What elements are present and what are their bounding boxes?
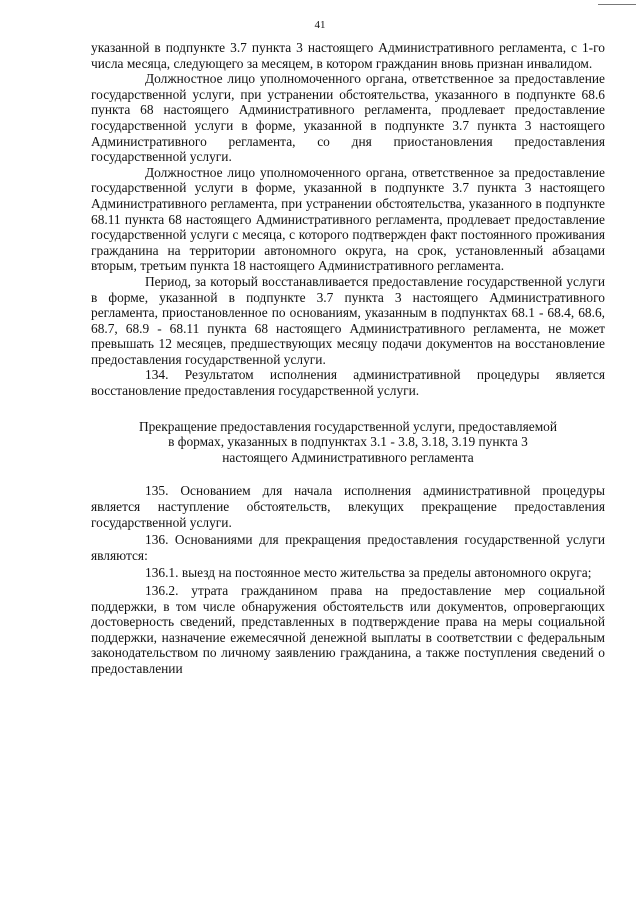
paragraph-extension-68-6: Должностное лицо уполномоченного органа, ответственное за предоставление государственной услуги, при устранении обстоятельства, указанного в подпункте 68.6 пункта 68 настоящего Административного регламента, продлевает предоставление государственной услуги в форме, указанной в подпункте 3.7 пункта 3 настоящего Административного регламента, со дня приостановления предоставления государственной услуги. [91, 71, 605, 165]
page-number: 41 [314, 19, 326, 31]
paragraph-restoration-period: Период, за который восстанавливается предоставление государственной услуги в форме, указанной в подпункте 3.7 пункта 3 настоящего Административного регламента, приостановленное по основаниям, указанным в подпунктах 68.1 - 68.4, 68.6, 68.7, 68.9 - 68.11 пункта 68 настоящего Административного регламента, не может превышать 12 месяцев, предшествующих месяцу подачи документов на восстановление предоставления государственной услуги. [91, 273, 605, 367]
paragraph-136-2: 136.2. утрата гражданином права на предоставление мер социальной поддержки, в том числе обнаружения обстоятельств или документов, опровергающих достоверность сведений, представленных в подтверждение права на меры социальной поддержки, назначение ежемесячной денежной выплаты в соответствии с федеральным законодательством по личному заявлению гражданина, а также поступления сведений о предоставлении [91, 583, 605, 676]
paragraph-continuation: указанной в подпункте 3.7 пункта 3 настоящего Административного регламента, с 1-го числа месяца, следующего за месяцем, в котором гражданин вновь признан инвалидом. [91, 40, 605, 71]
paragraph-134: 134. Результатом исполнения административной процедуры является восстановление предоставления государственной услуги. [91, 367, 605, 399]
section-heading [91, 419, 605, 466]
section-heading-line: Прекращение предоставления государственной услуги, предоставляемой [138, 418, 558, 434]
scan-corner-mark [598, 0, 636, 5]
paragraph-136-1: 136.1. выезд на постоянное место жительства за пределы автономного округа; [145, 565, 592, 581]
paragraph-extension-68-11: Должностное лицо уполномоченного органа, ответственное за предоставление государственной услуги в форме, указанной в подпункте 3.7 пункта 3 настоящего Административного регламента, при устранении обстоятельства, указанного в подпункте 68.11 пункта 68 настоящего Административного регламента, продлевает предоставление государственной услуги с месяца, с которого подтвержден факт постоянного проживания гражданина на территории автономного округа, на срок, установленный абзацами вторым, третьим пункта 18 настоящего Административного регламента. [91, 164, 605, 274]
document-body [91, 40, 605, 677]
section-heading-line: настоящего Административного регламента [222, 449, 474, 465]
paragraph-136: 136. Основаниями для прекращения предоставления государственной услуги являются: [91, 532, 605, 563]
section-heading-line: в формах, указанных в подпунктах 3.1 - 3.8, 3.18, 3.19 пункта 3 [168, 434, 528, 450]
paragraph-135: 135. Основанием для начала исполнения административной процедуры является наступление обстоятельств, влекущих прекращение предоставления государственной услуги. [91, 483, 605, 530]
